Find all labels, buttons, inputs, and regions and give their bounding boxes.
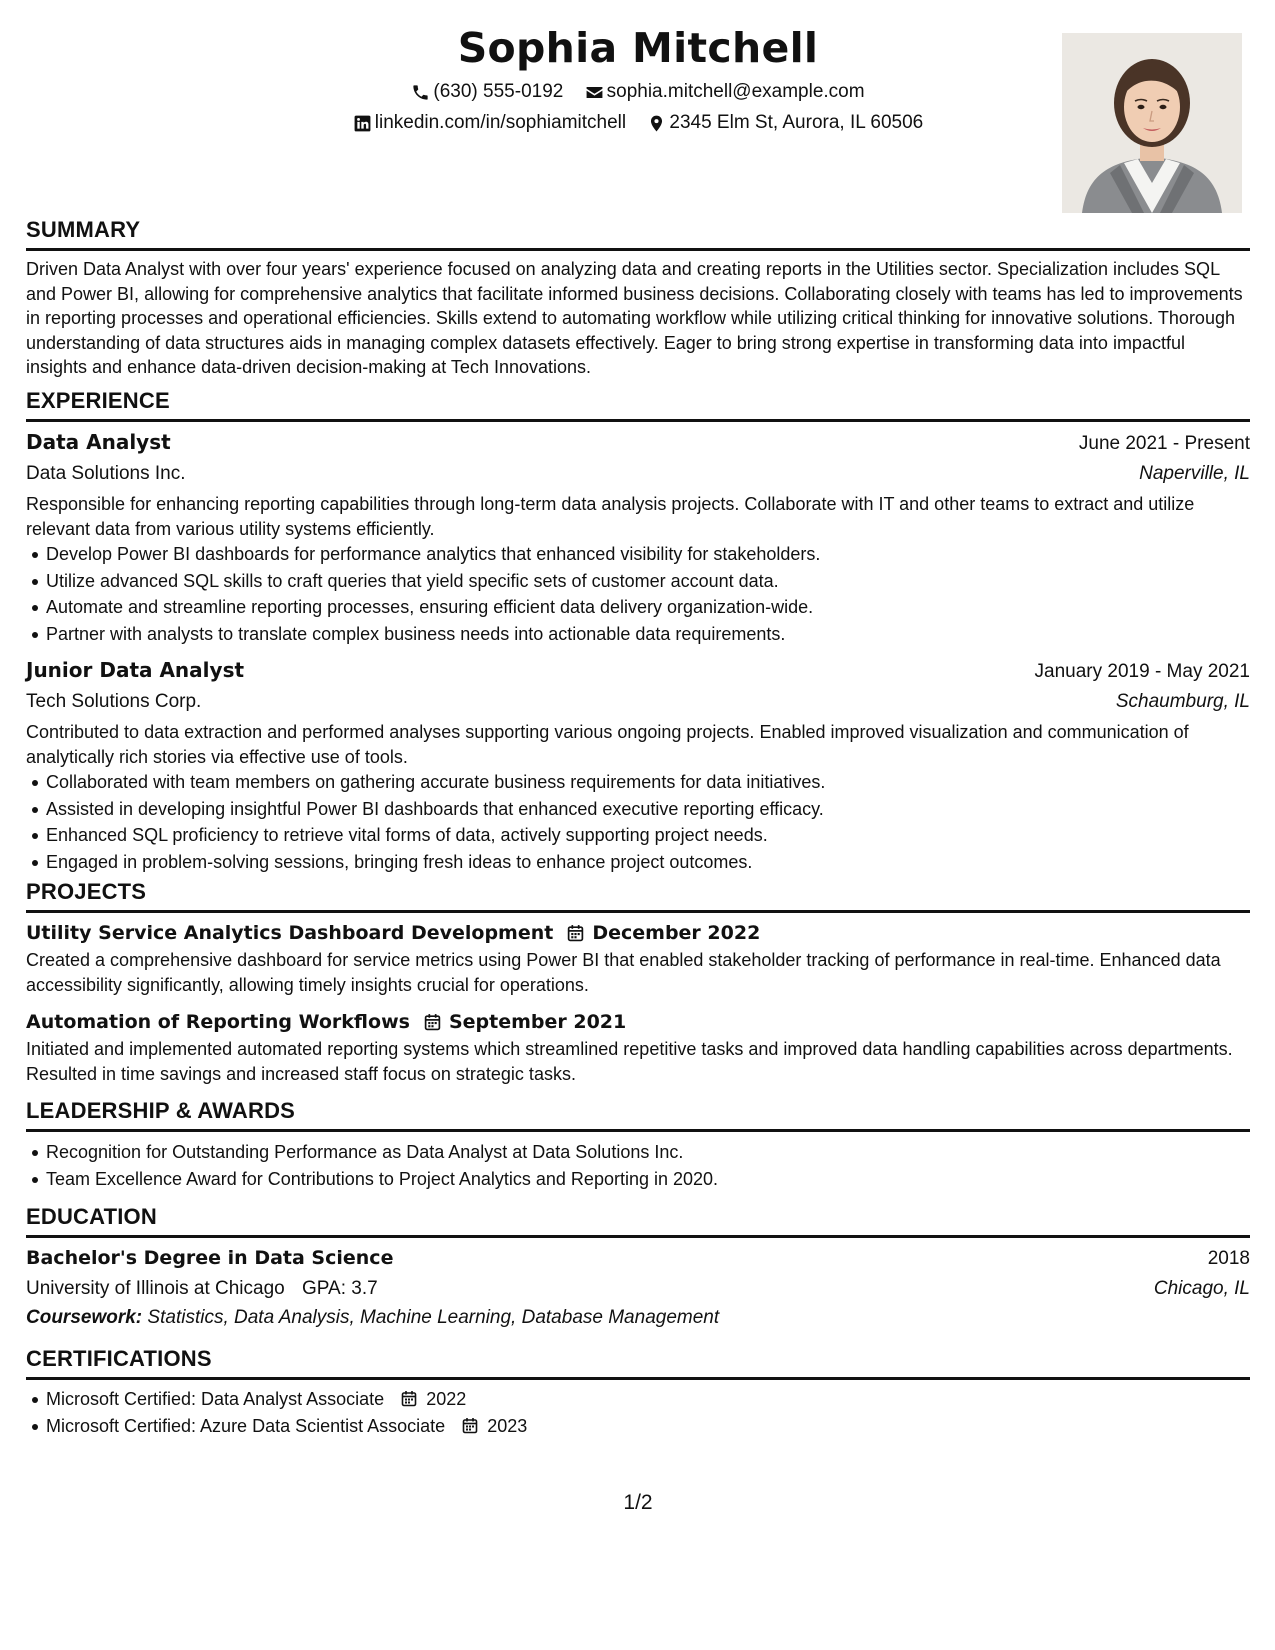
resume-page [26,0,1250,1650]
award-item: Team Excellence Award for Contributions to Project Analytics and Reporting in 2020. [46,1166,1250,1193]
contact-email[interactable] [585,79,865,105]
coursework-line [26,1304,1250,1332]
project-header [26,918,1250,948]
coursework-text: Statistics, Data Analysis, Machine Learning, Database Management [147,1307,720,1328]
job-entry [26,655,1250,875]
envelope-icon [585,83,604,102]
job-bullet: Collaborated with team members on gathering accurate business requirements for data initiatives. [46,769,1250,796]
coursework-label: Coursework: [26,1307,143,1328]
experience-heading: EXPERIENCE [26,388,170,413]
job-bullets [26,541,1250,647]
company-name: Data Solutions Inc. [26,463,186,484]
project-entry [26,1007,1250,1086]
certification-year: 2023 [487,1415,528,1436]
project-date: September 2021 [448,1011,627,1033]
summary-section [26,217,1250,380]
certifications-list [26,1386,1250,1439]
calendar-icon [424,1013,441,1031]
project-header [26,1007,1250,1037]
education-heading: EDUCATION [26,1204,157,1229]
company-name: Tech Solutions Corp. [26,691,202,712]
linkedin-icon [353,114,372,133]
candidate-name: Sophia Mitchell [457,24,819,72]
phone-text: (630) 555-0192 [433,81,564,102]
certification-name: Microsoft Certified: Data Analyst Associate [46,1389,385,1409]
certification-item [46,1413,1250,1440]
certifications-divider [26,1377,1250,1380]
summary-heading: SUMMARY [26,217,141,242]
leadership-heading: LEADERSHIP & AWARDS [26,1098,296,1123]
job-bullet: Assisted in developing insightful Power BI dashboards that enhanced executive reporting efficacy. [46,796,1250,823]
linkedin-link[interactable]: linkedin.com/in/sophiamitchell [374,112,627,133]
projects-section [26,879,1250,1086]
gpa-text: GPA: 3.7 [302,1278,378,1299]
job-header [26,427,1250,459]
page-number: 1/2 [623,1491,653,1514]
contact-address [647,110,923,136]
summary-text: Driven Data Analyst with over four years' experience focused on analyzing data and creating reports in the Utilities sector. Specialization includes SQL and Power BI, allowing for comprehensive analytics that facilitate informed business decisions. Collaborating closely with teams has led to improvements in reporting processes and operational efficiencies. Skills extend to automating workflow while utilizing critical thinking for innovative solutions. Thorough understanding of data structures aids in managing complex datasets effectively. Eager to bring strong expertise in transforming data into impactful insights and enhance data-driven decision-making at Tech Innovations. [26,259,1243,377]
leadership-section [26,1098,1250,1192]
degree-title: Bachelor's Degree in Data Science [26,1247,394,1269]
job-bullet: Engaged in problem-solving sessions, bringing fresh ideas to enhance project outcomes. [46,849,1250,876]
job-bullet: Develop Power BI dashboards for performance analytics that enhanced visibility for stakeholders. [46,541,1250,568]
project-description: Created a comprehensive dashboard for service metrics using Power BI that enabled stakeholder tracking of performance in real-time. Enhanced data accessibility significantly, allowing timely insights crucial for operations. [26,950,1221,995]
job-entry [26,427,1250,647]
email-link[interactable]: sophia.mitchell@example.com [606,81,865,102]
project-entry [26,918,1250,997]
contact-linkedin[interactable] [353,110,626,136]
projects-divider [26,910,1250,913]
awards-list [26,1139,1250,1192]
job-description: Responsible for enhancing reporting capabilities through long-term data analysis projects. Collaborate with IT and other teams to extract and utilize relevant data from various utility systems efficiently. [26,494,1195,539]
job-bullets [26,769,1250,875]
leadership-divider [26,1129,1250,1132]
graduation-year: 2018 [1207,1248,1250,1269]
job-location: Naperville, IL [1139,463,1250,484]
job-header [26,655,1250,687]
job-location: Schaumburg, IL [1115,691,1250,712]
job-bullet: Automate and streamline reporting processes, ensuring efficient data delivery organization-wide. [46,594,1250,621]
experience-divider [26,419,1250,422]
school-location: Chicago, IL [1153,1278,1250,1299]
profile-photo [1062,33,1242,213]
map-pin-icon [647,114,666,133]
job-subheader [26,459,1250,489]
project-name: Utility Service Analytics Dashboard Development [26,922,554,944]
job-subheader [26,687,1250,717]
portrait-illustration [1062,33,1242,213]
resume-header [26,0,1250,220]
education-divider [26,1235,1250,1238]
job-bullet: Partner with analysts to translate complex business needs into actionable data requirements. [46,621,1250,648]
summary-divider [26,248,1250,251]
job-dates: January 2019 - May 2021 [1034,661,1250,682]
education-entry [26,1243,1250,1332]
job-bullet: Utilize advanced SQL skills to craft queries that yield specific sets of customer account data. [46,568,1250,595]
job-dates: June 2021 - Present [1078,433,1250,454]
experience-section [26,388,1250,875]
job-bullet: Enhanced SQL proficiency to retrieve vital forms of data, actively supporting project needs. [46,822,1250,849]
projects-heading: PROJECTS [26,879,147,904]
address-text: 2345 Elm St, Aurora, IL 60506 [669,112,924,133]
calendar-icon [401,1390,417,1407]
job-title: Data Analyst [26,430,171,454]
certification-year: 2022 [426,1389,467,1409]
calendar-icon [462,1417,478,1434]
award-item: Recognition for Outstanding Performance as Data Analyst at Data Solutions Inc. [46,1139,1250,1166]
certification-name: Microsoft Certified: Azure Data Scientist Associate [46,1415,446,1436]
school-name: University of Illinois at Chicago [26,1278,285,1299]
certification-item [46,1386,1250,1413]
contact-phone [411,79,563,105]
project-name: Automation of Reporting Workflows [26,1011,410,1033]
project-date: December 2022 [592,922,761,944]
calendar-icon [567,924,584,942]
certifications-section [26,1346,1250,1439]
certifications-heading: CERTIFICATIONS [26,1346,212,1371]
phone-icon [411,83,430,102]
school-line [26,1274,378,1304]
education-header [26,1243,1250,1274]
education-section [26,1204,1250,1332]
job-description: Contributed to data extraction and performed analyses supporting various ongoing projects. Enabled improved visualization and communication of analytically rich stories via effective use of tools. [26,722,1189,767]
job-title: Junior Data Analyst [26,658,245,682]
project-description: Initiated and implemented automated reporting systems which streamlined repetitive tasks and improved data handling capabilities across departments. Resulted in time savings and increased staff focus on strategic tasks. [26,1039,1233,1084]
education-subheader [26,1274,1250,1304]
